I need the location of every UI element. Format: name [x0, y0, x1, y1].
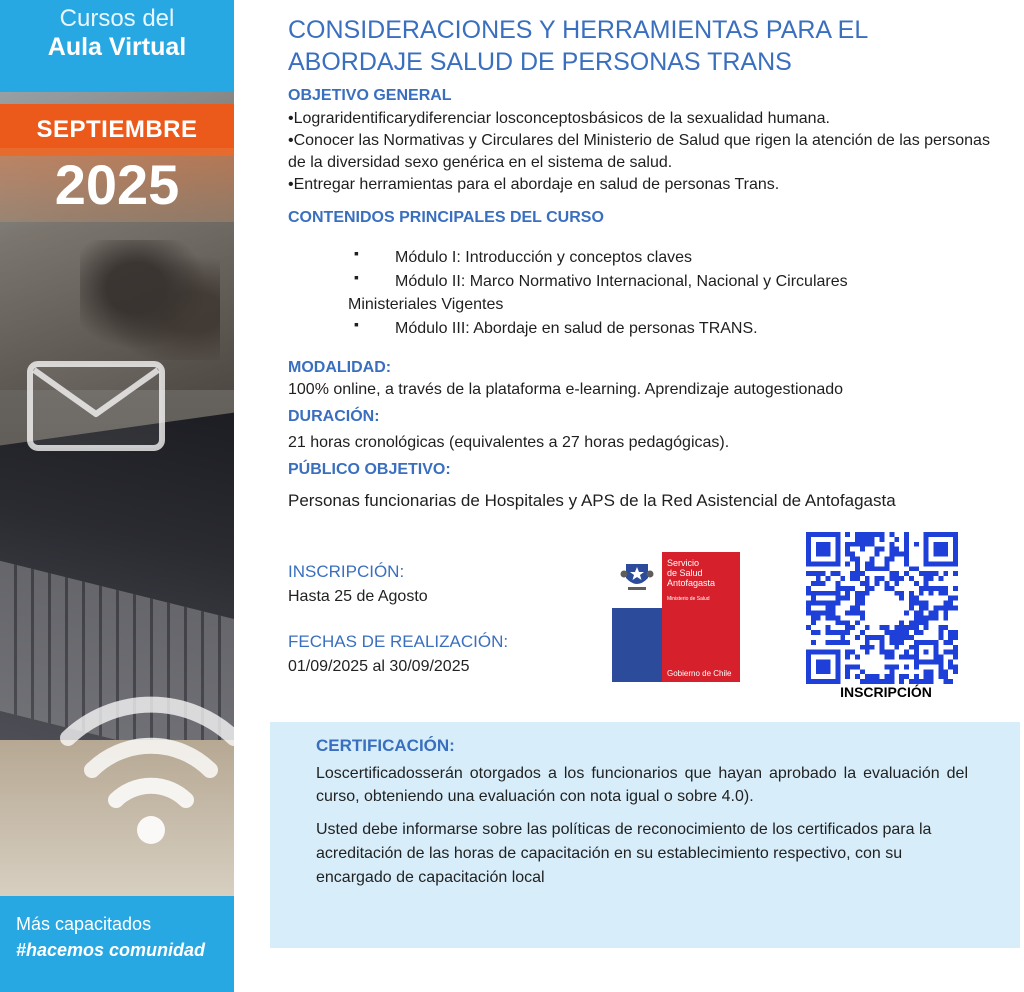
logo-text	[667, 558, 739, 588]
banner-footer	[0, 896, 234, 992]
photo-people	[80, 240, 220, 360]
banner-header	[0, 0, 234, 92]
modality-text: 100% online, a través de la plataforma e-learning. Aprendizaje autogestionado	[288, 381, 844, 398]
certification-note: Usted debe informarse sobre las políticas de reconocimiento de los certificados para la acreditación de las horas de capacitación en su establecimiento respectivo, con su encargado de capacitación local	[316, 821, 932, 886]
module-label: Módulo I: Introducción y conceptos claves	[395, 249, 693, 266]
logo-line2: de Salud	[667, 568, 703, 578]
banner-year: 2025	[0, 148, 234, 222]
course-title-line1: CONSIDERACIONES Y HERRAMIENTAS PARA EL	[288, 16, 869, 44]
course-title-line2: ABORDAJE SALUD DE PERSONAS TRANS	[288, 48, 792, 76]
certification-text: Loscertificadosserán otorgados a los funcionarios que hayan aprobado la evaluación del curso, obteniendo una evaluación con nota igual o sobre 4.0).	[316, 765, 968, 805]
module-item	[288, 246, 988, 270]
modules-list	[288, 246, 988, 340]
objective-item: •Lograridentificarydiferenciar losconceptosbásicos de la sexualidad humana.	[288, 110, 830, 127]
objective-item: •Entregar herramientas para el abordaje en salud de personas Trans.	[288, 176, 780, 193]
dates-text: 01/09/2025 al 30/09/2025	[288, 658, 470, 675]
square-bullet-icon: ▪	[354, 245, 359, 261]
objective-item: •Conocer las Normativas y Circulares del Ministerio de Salud que rigen la atención de las personas de la diversidad sexo genérica en el sistema de salud.	[288, 132, 990, 171]
banner-line1: Cursos del	[59, 5, 175, 32]
objective-heading: OBJETIVO GENERAL	[288, 87, 452, 104]
square-bullet-icon: ▪	[354, 315, 359, 332]
objectives-list	[288, 108, 1003, 196]
qr-label: INSCRIPCIÓN	[840, 684, 932, 700]
module-label: Módulo II: Marco Normativo Internacional, Nacional y Circulares	[395, 272, 848, 290]
banner-month: SEPTIEMBRE	[0, 104, 234, 156]
square-bullet-icon: ▪	[354, 268, 359, 285]
logo-subtitle: Ministerio de Salud	[667, 596, 710, 602]
duration-heading: DURACIÓN:	[288, 408, 380, 425]
registration-text: Hasta 25 de Agosto	[288, 588, 428, 605]
logo-line3: Antofagasta	[667, 578, 716, 588]
module-item	[288, 317, 988, 341]
banner-footer-line1: Más capacitados	[16, 914, 152, 934]
logo-line1: Servicio	[667, 558, 700, 568]
wifi-icon	[58, 668, 234, 848]
audience-text: Personas funcionarias de Hospitales y APS de la Red Asistencial de Antofagasta	[288, 491, 896, 510]
duration-text: 21 horas cronológicas (equivalentes a 27 horas pedagógicas).	[288, 434, 730, 451]
certification-heading: CERTIFICACIÓN:	[316, 736, 455, 755]
servicio-salud-logo	[612, 552, 740, 682]
banner-hashtag: #hacemos comunidad	[16, 940, 206, 960]
side-banner	[0, 0, 234, 992]
contents-heading: CONTENIDOS PRINCIPALES DEL CURSO	[288, 209, 604, 226]
modality-heading: MODALIDAD:	[288, 359, 392, 376]
module-continuation: Ministeriales Vigentes	[348, 296, 504, 313]
audience-heading: PÚBLICO OBJETIVO:	[288, 461, 451, 478]
qr-code-icon[interactable]	[806, 532, 958, 684]
module-item	[288, 270, 988, 294]
logo-gobierno: Gobierno de Chile	[667, 669, 732, 678]
registration-heading: INSCRIPCIÓN:	[288, 562, 405, 581]
banner-line2: Aula Virtual	[47, 33, 187, 61]
envelope-icon	[26, 360, 166, 452]
dates-heading: FECHAS DE REALIZACIÓN:	[288, 632, 509, 651]
certification-box	[270, 722, 1020, 948]
coat-of-arms-icon	[620, 558, 654, 594]
course-title	[288, 14, 1008, 78]
module-label: Módulo III: Abordaje en salud de personas TRANS.	[395, 319, 758, 337]
